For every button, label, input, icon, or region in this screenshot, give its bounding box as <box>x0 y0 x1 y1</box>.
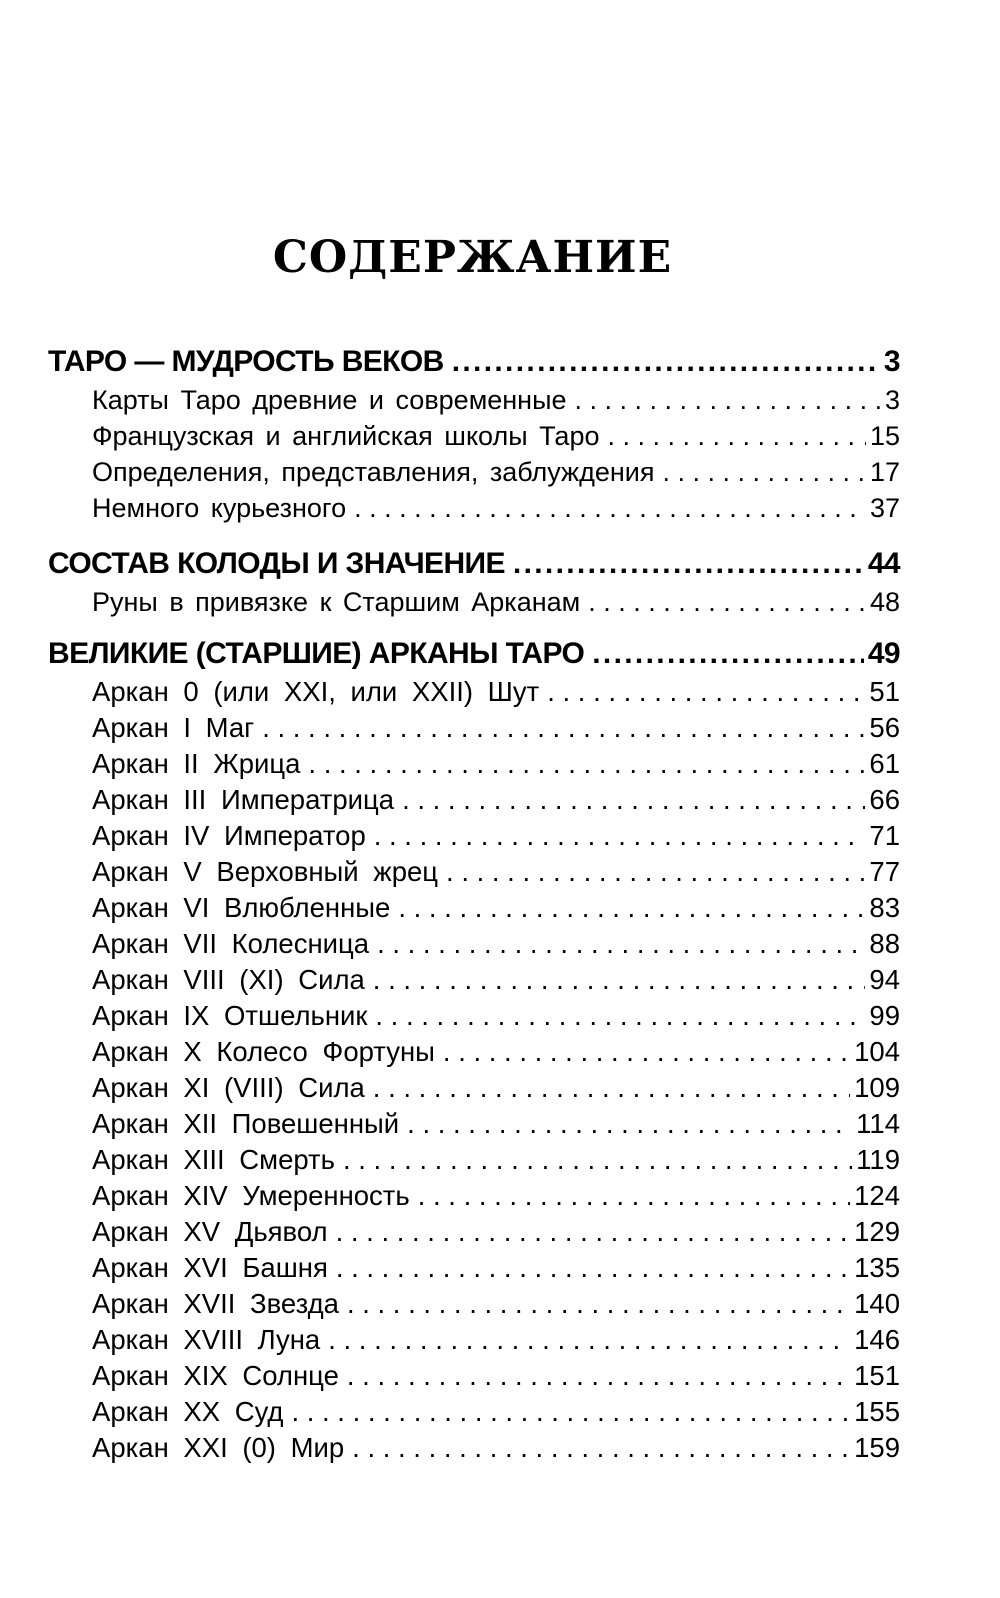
toc-section-heading[interactable] <box>48 544 900 584</box>
page-number: 61 <box>869 748 900 779</box>
entry-title: Аркан XV Дьявол <box>92 1216 328 1247</box>
dot-leader <box>375 998 865 1034</box>
entry-title: Аркан I Маг <box>92 712 255 743</box>
dot-leader <box>402 782 865 818</box>
toc-entry-arcanum[interactable] <box>48 1142 900 1178</box>
toc-entry-arcanum[interactable] <box>48 998 900 1034</box>
page-number: 135 <box>854 1252 900 1283</box>
page-number: 114 <box>856 1108 900 1139</box>
dot-leader <box>418 1178 850 1214</box>
dot-leader <box>588 584 866 620</box>
page-number: 155 <box>854 1396 900 1427</box>
page-number: 3 <box>883 345 900 378</box>
page-number: 51 <box>869 676 900 707</box>
toc-entry-arcanum[interactable] <box>48 1106 900 1142</box>
page-number: 94 <box>869 964 900 995</box>
toc-entry-arcanum[interactable] <box>48 818 900 854</box>
entry-title: Аркан II Жрица <box>92 748 301 779</box>
entry-title: Аркан XXI (0) Мир <box>92 1432 345 1463</box>
page-number: 159 <box>854 1432 900 1463</box>
page-number: 15 <box>869 421 900 451</box>
page-number: 146 <box>854 1324 900 1355</box>
dot-leader <box>398 890 865 926</box>
dot-leader <box>354 490 866 526</box>
toc-entry-arcanum[interactable] <box>48 1034 900 1070</box>
section-title: ТАРО — МУДРОСТЬ ВЕКОВ <box>48 345 444 378</box>
dot-leader <box>336 1250 850 1286</box>
toc-section-heading[interactable] <box>48 342 900 382</box>
toc-entry-arcanum[interactable] <box>48 1358 900 1394</box>
entry-title: Аркан VIII (XI) Сила <box>92 964 365 995</box>
toc-entry[interactable] <box>48 584 900 620</box>
dot-leader <box>291 1394 850 1430</box>
entry-title: Аркан XIX Солнце <box>92 1360 339 1391</box>
dot-leader <box>328 1322 850 1358</box>
dot-leader <box>443 1034 850 1070</box>
page-number: 99 <box>869 1000 900 1031</box>
page-title: СОДЕРЖАНИЕ <box>272 232 673 283</box>
entry-title: Аркан XVI Башня <box>92 1252 328 1283</box>
toc-entry-arcanum[interactable] <box>48 1214 900 1250</box>
page-number: 49 <box>867 637 900 670</box>
entry-title: Аркан XI (VIII) Сила <box>92 1072 365 1103</box>
entry-title: Аркан V Верховный жрец <box>92 856 439 887</box>
dot-leader <box>343 1142 852 1178</box>
entry-title: Аркан XX Суд <box>92 1396 284 1427</box>
toc-entry-arcanum[interactable] <box>48 1322 900 1358</box>
page-number: 140 <box>854 1288 900 1319</box>
entry-title: Аркан 0 (или XXI, или XXII) Шут <box>92 676 540 707</box>
dot-leader <box>373 1070 850 1106</box>
page-number: 44 <box>867 547 900 580</box>
page-number: 129 <box>854 1216 900 1247</box>
dot-leader <box>513 544 864 584</box>
toc-entry[interactable] <box>48 490 900 526</box>
page-number: 66 <box>869 784 900 815</box>
dot-leader <box>336 1214 851 1250</box>
entry-title: Аркан X Колесо Фортуны <box>92 1036 435 1067</box>
dot-leader <box>377 926 865 962</box>
page-number: 88 <box>869 928 900 959</box>
dot-leader <box>374 818 866 854</box>
toc-entry-arcanum[interactable] <box>48 710 900 746</box>
page-number: 3 <box>884 385 900 415</box>
entry-title: Аркан XVII Звезда <box>92 1288 339 1319</box>
entry-title: Карты Таро древние и современные <box>92 385 567 415</box>
toc-entry[interactable] <box>48 454 900 490</box>
dot-leader <box>262 710 865 746</box>
toc-entry[interactable] <box>48 418 900 454</box>
page-number: 83 <box>869 892 900 923</box>
dot-leader <box>373 962 866 998</box>
dot-leader <box>352 1430 850 1466</box>
page-number: 77 <box>869 856 900 887</box>
entry-title: Аркан VI Влюбленные <box>92 892 391 923</box>
dot-leader <box>446 854 865 890</box>
dot-leader <box>347 1286 850 1322</box>
toc-entry-arcanum[interactable] <box>48 674 900 710</box>
entry-title: Аркан XIII Смерть <box>92 1144 335 1175</box>
entry-title: Аркан IX Отшельник <box>92 1000 368 1031</box>
dot-leader <box>607 418 865 454</box>
page-number: 37 <box>869 493 900 523</box>
entry-title: Определения, представления, заблуждения <box>92 457 655 487</box>
entry-title: Французская и английская школы Таро <box>92 421 600 451</box>
entry-title: Аркан VII Колесница <box>92 928 370 959</box>
dot-leader <box>347 1358 850 1394</box>
page-number: 71 <box>869 820 900 851</box>
entry-title: Аркан XII Повешенный <box>92 1108 400 1139</box>
toc-entry-arcanum[interactable] <box>48 1430 900 1466</box>
toc-entry-arcanum[interactable] <box>48 1178 900 1214</box>
toc-entry-arcanum[interactable] <box>48 854 900 890</box>
entry-title: Немного курьезного <box>92 493 347 523</box>
page-number: 104 <box>854 1036 900 1067</box>
entry-title: Руны в привязке к Старшим Арканам <box>92 587 581 617</box>
toc-entry-arcanum[interactable] <box>48 1070 900 1106</box>
section-title: СОСТАВ КОЛОДЫ И ЗНАЧЕНИЕ <box>48 547 505 580</box>
toc-entry-arcanum[interactable] <box>48 746 900 782</box>
dot-leader <box>407 1106 852 1142</box>
page-number: 151 <box>854 1360 900 1391</box>
dot-leader <box>547 674 865 710</box>
dot-leader <box>662 454 865 490</box>
page-number: 109 <box>854 1072 900 1103</box>
toc-entry-arcanum[interactable] <box>48 890 900 926</box>
page-number: 124 <box>854 1180 900 1211</box>
dot-leader <box>452 342 880 382</box>
page-number: 17 <box>869 457 900 487</box>
entry-title: Аркан III Императрица <box>92 784 395 815</box>
toc-section-heading[interactable] <box>48 634 900 674</box>
dot-leader <box>592 634 864 674</box>
entry-title: Аркан XVIII Луна <box>92 1324 321 1355</box>
toc-entry-arcanum[interactable] <box>48 926 900 962</box>
dot-leader <box>575 382 881 418</box>
toc-entry-arcanum[interactable] <box>48 782 900 818</box>
dot-leader <box>308 746 865 782</box>
toc-entry[interactable] <box>48 382 900 418</box>
section-title: ВЕЛИКИЕ (СТАРШИЕ) АРКАНЫ ТАРО <box>48 637 585 670</box>
toc-entry-arcanum[interactable] <box>48 1250 900 1286</box>
entry-title: Аркан IV Император <box>92 820 366 851</box>
toc-entry-arcanum[interactable] <box>48 962 900 998</box>
toc-entry-arcanum[interactable] <box>48 1286 900 1322</box>
page-number: 119 <box>856 1144 900 1175</box>
page-number: 48 <box>869 587 900 617</box>
table-of-contents <box>48 342 900 1466</box>
toc-entry-arcanum[interactable] <box>48 1394 900 1430</box>
page-number: 56 <box>869 712 900 743</box>
entry-title: Аркан XIV Умеренность <box>92 1180 410 1211</box>
